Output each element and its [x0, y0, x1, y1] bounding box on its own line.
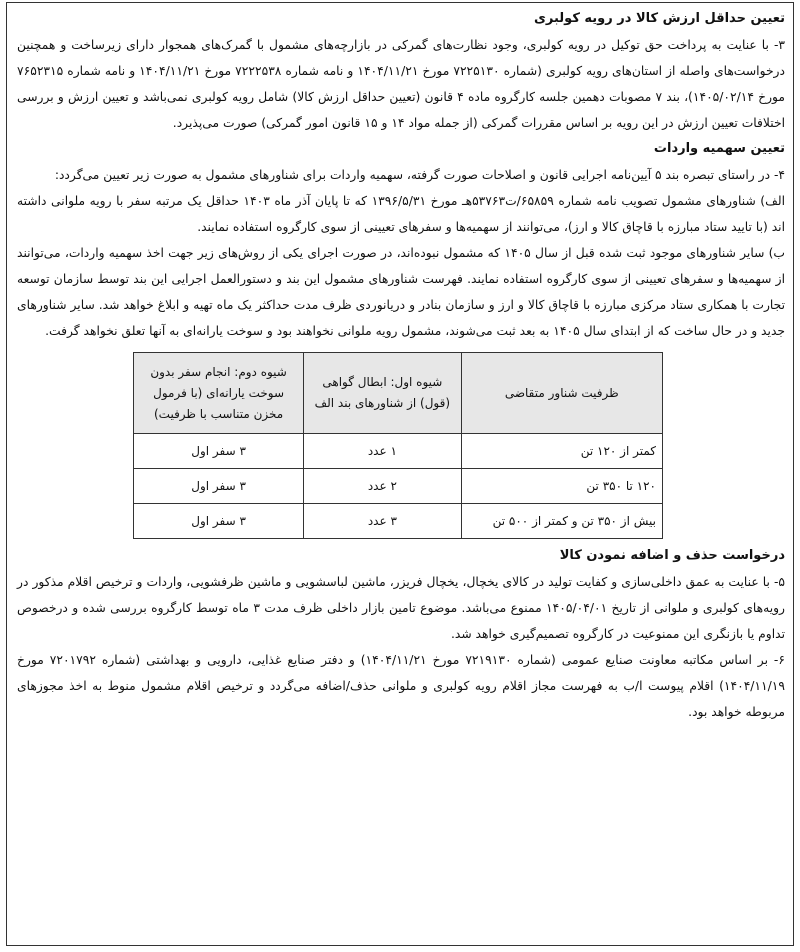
cell-method-2: ۳ سفر اول [134, 434, 304, 469]
clause-5: ۵- با عنایت به عمق داخلی‌سازی و کفایت تولید در کالای یخچال، یخچال فریزر، ماشین لباسشویی و ماشین ظرفشویی، واردات و ترخیص اقلام مذکور در رویه‌های کولبری و ملوانی از تاریخ ۱۴۰۵/۰۴/۰۱ ممنوع می‌باشد. موضوع تامین بازار داخلی ظرف مدت ۳ ماه توسط کارگروه بررسی شده و درخصوص تداوم یا بازنگری این ممنوعیت در کارگروه تصمیم‌گیری خواهد شد. [17, 575, 785, 641]
table-row [134, 434, 663, 469]
clause-3: ۳- با عنایت به پرداخت حق توکیل در رویه کولبری، وجود نظارت‌های گمرکی در بازارچه‌های مشمول با گمرک‌های همجوار دارای زیرساخت و همچنین درخواست‌های واصله از استان‌های رویه کولبری (شماره ۷۲۲۵۱۳۰ مورخ ۱۴۰۴/۱۱/۲۱ و نامه شماره ۷۲۲۲۵۳۸ مورخ ۱۴۰۴/۱۱/۲۱ و نامه شماره ۷۶۵۲۳۱۵ مورخ ۱۴۰۵/۰۲/۱۴)، بند ۷ مصوبات دهمین جلسه کارگروه ماده ۴ قانون (تعیین حداقل ارزش کالا) شامل رویه کولبری نمی‌باشد و تعیین ارزش و بررسی اختلافات تعیین ارزش در این رویه بر اساس مقررات گمرکی (از جمله مواد ۱۴ و ۱۵ قانون امور گمرکی) صورت می‌پذیرد. [17, 38, 785, 130]
clause-4-alef: الف) شناورهای مشمول تصویب نامه شماره ۶۵۸۵۹/ت۵۳۷۶۳هـ مورخ ۱۳۹۶/۵/۳۱ که تا پایان آذر ماه ۱۴۰۳ حداقل یک مرتبه سفر با رویه ملوانی داشته اند (با تایید ستاد مبارزه با قاچاق کالا و ارز)، می‌توانند از سهمیه‌ها و سفرهای تعیینی از سوی کارگروه استفاده نمایند. [17, 194, 786, 234]
table-row [134, 469, 663, 504]
cell-capacity: کمتر از ۱۲۰ تن [461, 434, 662, 469]
quota-table [133, 352, 663, 539]
table-row [134, 504, 663, 539]
header-method-1: شیوه اول: ابطال گواهی (قول) از شناورهای بند الف [304, 353, 461, 434]
cell-method-2: ۳ سفر اول [134, 469, 304, 504]
section-title-goods-changes: درخواست حذف و اضافه نمودن کالا [559, 548, 785, 563]
clause-6: ۶- بر اساس مکاتبه معاونت صنایع عمومی (شماره ۷۲۱۹۱۳۰ مورخ ۱۴۰۴/۱۱/۲۱) و دفتر صنایع غذایی، دارویی و بهداشتی (شماره ۷۲۰۱۷۹۲ مورخ ۱۴۰۴/۱۱/۱۹) اقلام پیوست ا/ب به فهرست مجاز اقلام رویه کولبری و ملوانی حذف/اضافه می‌گردد و ترخیص اقلام مشمول منوط به اخذ مجوزهای مربوطه خواهد بود. [17, 653, 785, 719]
cell-capacity: ۱۲۰ تا ۳۵۰ تن [461, 469, 662, 504]
clause-4: ۴- در راستای تبصره بند ۵ آیین‌نامه اجرایی قانون و اصلاحات صورت گرفته، سهمیه واردات برای شناورهای مشمول به صورت زیر تعیین می‌گردد: [54, 168, 785, 182]
section-title-import-quota: تعیین سهمیه واردات [653, 141, 785, 156]
section-title-min-value: تعیین حداقل ارزش کالا در رویه کولبری [533, 11, 785, 26]
clause-4-be: ب) سایر شناورهای موجود ثبت شده قبل از سال ۱۴۰۵ که مشمول نبوده‌اند، در صورت اجرای یکی از روش‌های زیر جهت اخذ سهمیه واردات، می‌توانند از سهمیه‌ها و سفرهای تعیینی از سوی کارگروه استفاده نمایند. فهرست شناورهای مشمول این بند و دستورالعمل اجرایی این بند توسط سازمان توسعه تجارت با همکاری ستاد مرکزی مبارزه با قاچاق کالا و ارز و سازمان بنادر و دریانوردی ظرف مدت حداکثر یک ماه تهیه و ابلاغ خواهد شد. سایر شناورهای جدید و در حال ساخت که از ابتدای سال ۱۴۰۵ به بعد ثبت می‌شوند، مشمول رویه ملوانی نخواهند بود و سوخت یارانه‌ای به آنها تعلق نخواهد گرفت. [17, 246, 785, 338]
regulation-document [6, 2, 794, 946]
header-method-2: شیوه دوم: انجام سفر بدون سوخت یارانه‌ای (با فرمول مخزن متناسب با ظرفیت) [134, 353, 304, 434]
header-capacity: ظرفیت شناور متقاضی [461, 353, 662, 434]
cell-method-1: ۲ عدد [304, 469, 461, 504]
quota-table-header-row [134, 353, 663, 434]
cell-capacity: بیش از ۳۵۰ تن و کمتر از ۵۰۰ تن [461, 504, 662, 539]
cell-method-2: ۳ سفر اول [134, 504, 304, 539]
cell-method-1: ۱ عدد [304, 434, 461, 469]
cell-method-1: ۳ عدد [304, 504, 461, 539]
